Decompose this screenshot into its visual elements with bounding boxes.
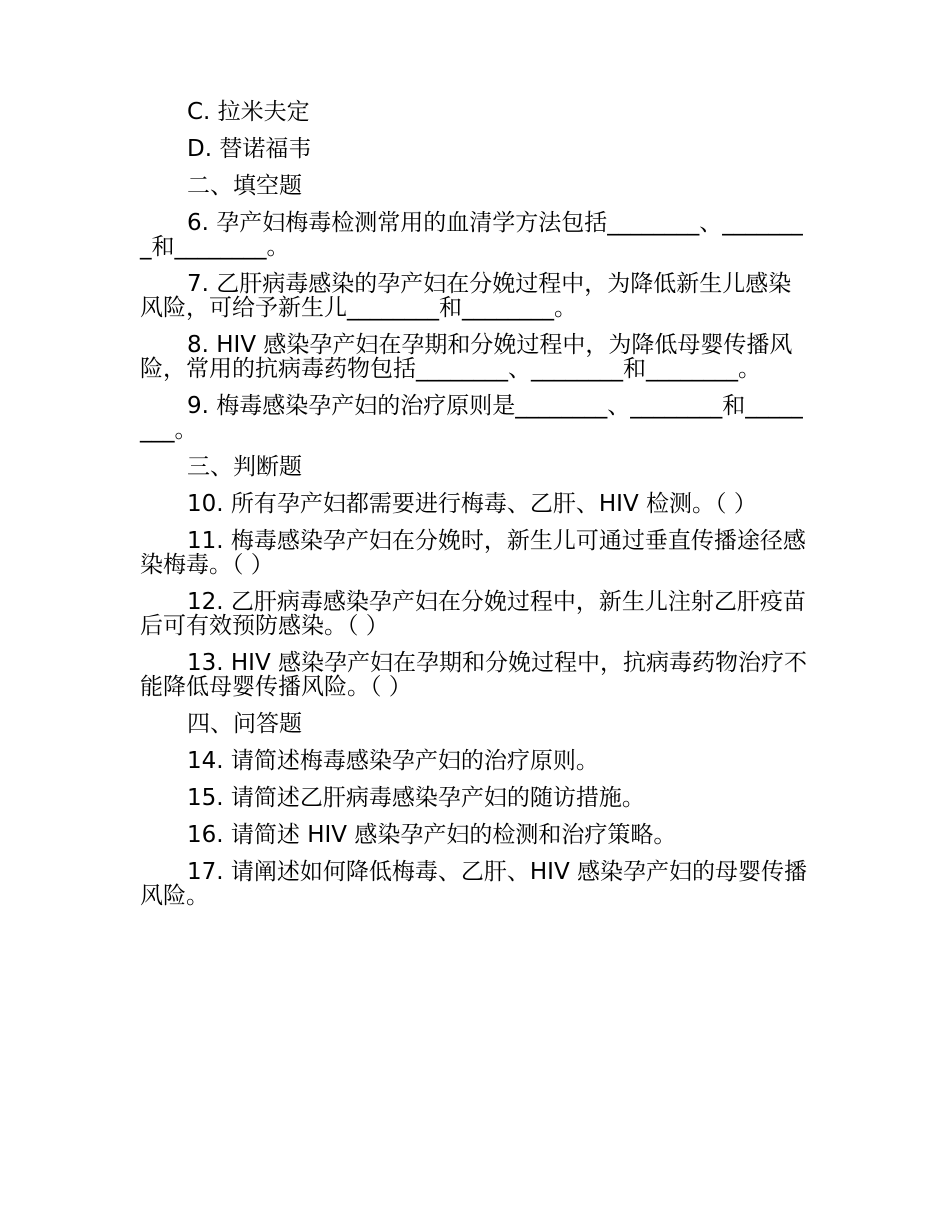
question-10: 10. 所有孕产妇都需要进行梅毒、乙肝、HIV 检测。（ ） <box>187 491 757 517</box>
question-12: 12. 乙肝病毒感染孕产妇在分娩过程中，新生儿注射乙肝疫苗后可有效预防感染。（ ） <box>140 589 806 639</box>
option-d: D. 替诺福韦 <box>187 136 312 162</box>
document-body <box>140 100 812 921</box>
question-13: 13. HIV 感染孕产妇在孕期和分娩过程中，抗病毒药物治疗不能降低母婴传播风险。（ ） <box>140 650 808 700</box>
question-7: 7. 乙肝病毒感染的孕产妇在分娩过程中，为降低新生儿感染风险，可给予新生儿________和________。 <box>140 271 792 321</box>
question-14: 14. 请简述梅毒感染孕产妇的治疗原则。 <box>187 748 599 774</box>
question-11: 11. 梅毒感染孕产妇在分娩时，新生儿可通过垂直传播途径感染梅毒。（ ） <box>140 528 806 578</box>
question-6: 6. 孕产妇梅毒检测常用的血清学方法包括________、________和________。 <box>140 210 803 260</box>
question-16: 16. 请简述 HIV 感染孕产妇的检测和治疗策略。 <box>187 822 677 848</box>
section-fill-in-heading: 二、填空题 <box>187 173 302 199</box>
question-9: 9. 梅毒感染孕产妇的治疗原则是________、________和________。 <box>140 393 803 443</box>
question-15: 15. 请简述乙肝病毒感染孕产妇的随访措施。 <box>187 785 645 811</box>
question-17: 17. 请阐述如何降低梅毒、乙肝、HIV 感染孕产妇的母婴传播风险。 <box>140 859 808 909</box>
section-qa-heading: 四、问答题 <box>187 711 302 737</box>
question-8: 8. HIV 感染孕产妇在孕期和分娩过程中，为降低母婴传播风险，常用的抗病毒药物包括________、________和________。 <box>140 332 793 382</box>
section-true-false-heading: 三、判断题 <box>187 454 302 480</box>
option-c: C. 拉米夫定 <box>187 99 310 125</box>
